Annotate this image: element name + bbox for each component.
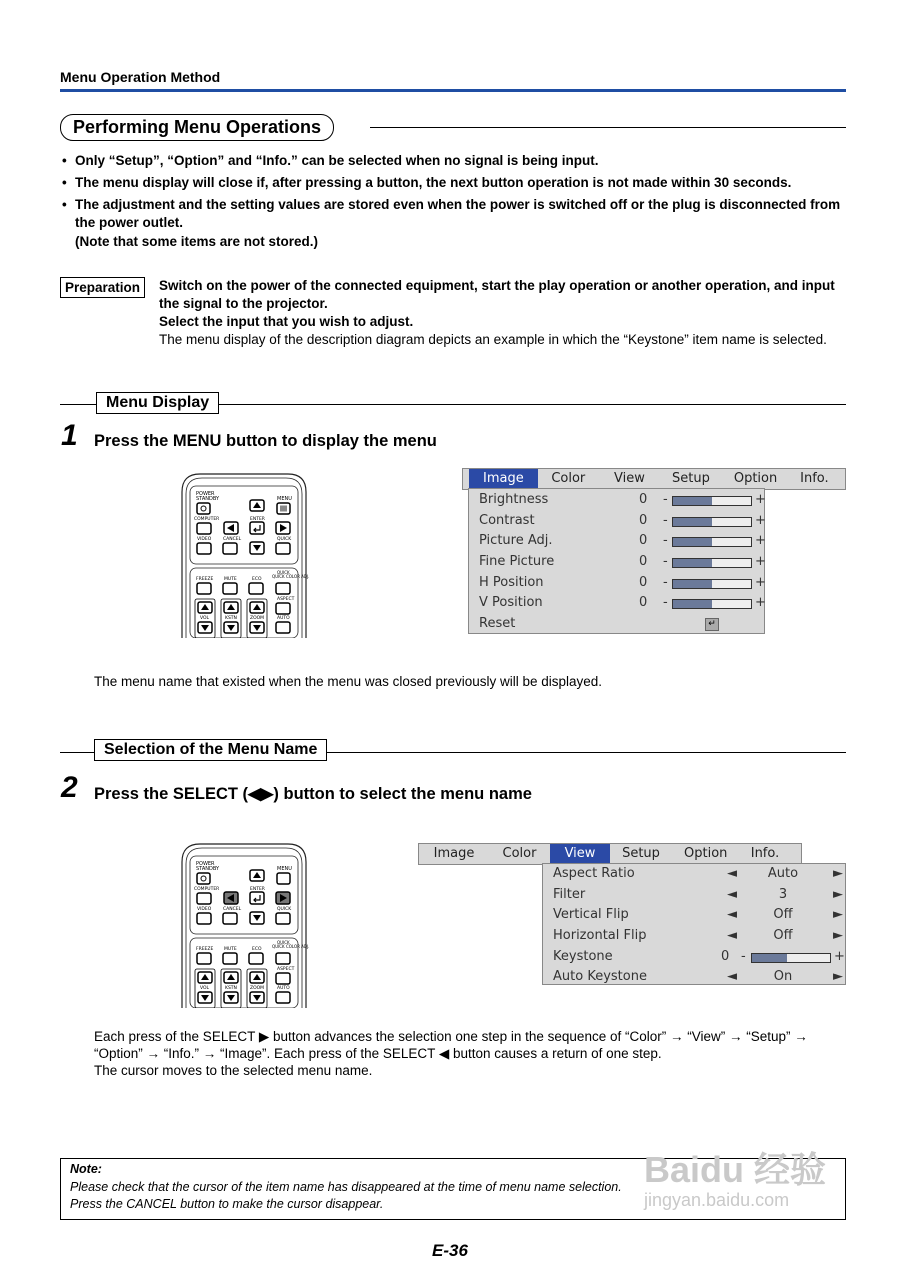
menu-screenshot-image [462,468,846,632]
menu-tab-info[interactable]: Info. [750,846,780,861]
menu-tab-color[interactable]: Color [502,846,537,861]
arrow-left-icon[interactable]: ◄ [727,886,737,902]
arrow-right-icon[interactable]: ► [833,866,843,881]
remote-label: MENU [277,866,292,872]
enter-button [250,522,264,534]
menu-tab-setup[interactable]: Setup [622,846,660,861]
remote-label: VIDEO [197,907,212,912]
menu-tab-option[interactable]: Option [733,471,778,486]
menu-row-horizontal-flip[interactable]: Horizontal Flip ◄ Off ► [553,926,845,947]
arrow-left-icon[interactable]: ◄ [727,907,737,923]
menu-row-filter[interactable]: Filter ◄ 3 ► [553,885,845,906]
remote-label: STANDBY [196,496,220,502]
watermark: Baidu 经验 jingyan.baidu.com [644,1149,827,1210]
value-gauge [672,496,752,506]
remote-label: AUTO [277,986,290,991]
menu-tab-bar [418,843,802,865]
page-header-title: Menu Operation Method [60,69,221,85]
remote-label: ECO [252,577,262,582]
menu-row-v-position[interactable]: V Position 0 - + [479,595,766,611]
remote-label: ENTER [250,887,265,892]
enter-button [250,892,264,904]
section-title-selection: Selection of the Menu Name [94,739,327,761]
remote-label: CANCEL [223,537,242,542]
step-1-instruction: Press the MENU button to display the menu [94,432,437,450]
menu-row-brightness[interactable]: Brightness 0 - + [479,492,766,507]
remote-label: ZOOM [250,986,265,991]
svg-text:QUICK: QUICK [277,570,290,575]
header-rule [60,89,846,92]
enter-icon: ↵ [705,618,719,631]
menu-tab-option[interactable]: Option [684,846,728,861]
remote-control-illustration [180,472,310,638]
menu-display-description: The menu name that existed when the menu was closed previously will be displayed. [94,674,603,689]
remote-label: VIDEO [197,537,212,542]
menu-tab-view[interactable]: View [614,471,645,486]
remote-label: MUTE [224,947,237,952]
section-title-performing: Performing Menu Operations [60,114,334,141]
menu-items-panel [542,863,846,985]
remote-label: FREEZE [196,577,214,582]
power-button [197,873,210,884]
remote-label: QUICK COLOR ADJ. [272,574,310,579]
arrow-left-icon[interactable]: ◄ [727,866,737,881]
remote-label: ECO [252,947,262,952]
value-gauge [672,558,752,568]
svg-text:QUICK: QUICK [277,940,290,945]
arrow-left-icon[interactable]: ◄ [727,969,737,985]
menu-tab-info[interactable]: Info. [800,471,829,486]
menu-row-keystone[interactable]: Keystone 0 - + [553,948,845,964]
menu-row-auto-keystone[interactable]: Auto Keystone ◄ On ► [553,967,845,988]
remote-label: MENU [277,496,292,502]
menu-button [277,873,290,884]
value-gauge [672,599,752,609]
note-line: Press the CANCEL button to make the cursor disappear. [70,1197,384,1211]
remote-label: ASPECT [277,967,295,972]
remote-control-illustration [180,842,310,1008]
menu-row-h-position[interactable]: H Position 0 - + [479,574,766,590]
arrow-right-icon[interactable]: ► [833,886,843,902]
menu-tab-image[interactable]: Image [469,469,538,489]
remote-label: MUTE [224,577,237,582]
menu-tab-bar [462,468,846,490]
bullet-item: • Only “Setup”, “Option” and “Info.” can be selected when no signal is being input. [62,153,599,168]
note-line: Please check that the cursor of the item name has disappeared at the time of menu name selection. [70,1179,622,1194]
value-gauge [751,953,831,963]
remote-label: VOL [200,616,210,621]
remote-label: STANDBY [196,866,220,872]
note-title: Note: [70,1162,102,1176]
arrow-right-icon[interactable]: ► [833,969,843,985]
remote-label: QUICK COLOR ADJ. [272,944,310,949]
page-number: E-36 [432,1241,468,1260]
menu-row-aspect-ratio[interactable]: Aspect Ratio ◄ Auto ► [553,864,845,885]
remote-label: FREEZE [196,947,214,952]
remote-label: QUICK [277,907,292,912]
remote-label: POWER [196,491,215,497]
remote-label: POWER [196,861,215,867]
bullet-item: • The menu display will close if, after pressing a button, the next button operation is not made within 30 seconds. [62,175,792,190]
bullet-list [62,152,848,236]
step-2-instruction: Press the SELECT (◀▶) button to select the menu name [94,785,532,803]
menu-tab-image[interactable]: Image [433,846,475,861]
menu-row-picture-adj[interactable]: Picture Adj. 0 - + [479,533,766,549]
menu-tab-color[interactable]: Color [551,471,586,486]
value-gauge [672,579,752,589]
selection-description: Each press of the SELECT ▶ button advances the selection one step in the sequence of “Color” → “View” → “Setup” → “Option” → “Info.” → “Image”. Each press of the SELECT ◀ button causes a return of one step. The cursor moves to the selected menu name. [94,1029,808,1078]
remote-label: KSTN [225,616,237,621]
value-gauge [672,517,752,527]
menu-screenshot-view [418,843,846,985]
remote-label: CANCEL [223,907,242,912]
menu-items-panel [468,488,765,634]
remote-label: KSTN [225,986,237,991]
remote-label: ENTER [250,517,265,522]
remote-label: QUICK [277,537,292,542]
menu-row-reset[interactable]: Reset ↵ [479,614,764,635]
arrow-right-icon[interactable]: ► [833,928,843,944]
menu-tab-setup[interactable]: Setup [672,471,710,486]
menu-row-vertical-flip[interactable]: Vertical Flip ◄ Off ► [553,905,845,926]
value-gauge [672,537,752,547]
bullet-note: (Note that some items are not stored.) [75,234,319,249]
remote-label: COMPUTER [194,887,220,892]
step-number-1: 1 [61,419,78,452]
remote-label: COMPUTER [194,517,220,522]
bullet-item: • The adjustment and the setting values are stored even when the power is switched off or the plug is disconnected from the power outlet. [62,197,841,230]
preparation-label: Preparation [60,277,145,298]
menu-tab-view[interactable]: View [550,844,610,864]
section-rule [370,127,846,128]
menu-row-contrast[interactable]: Contrast 0 - + [479,512,766,528]
power-button [197,503,210,514]
preparation-text: Switch on the power of the connected equipment, start the play operation or another operation, and input the signal to the projector. Select the input that you wish to adjust. The menu display of the description diagram depicts an example in which the “Keystone” item name is selected. [159,278,835,347]
arrow-left-icon[interactable]: ◄ [727,928,737,944]
remote-label: ASPECT [277,597,295,602]
arrow-right-icon[interactable]: ► [833,907,843,923]
remote-label: VOL [200,986,210,991]
remote-label: AUTO [277,616,290,621]
remote-label: ZOOM [250,616,265,621]
step-number-2: 2 [61,771,78,804]
section-title-menu-display: Menu Display [96,392,219,414]
menu-row-fine-picture[interactable]: Fine Picture 0 - + [479,554,766,570]
